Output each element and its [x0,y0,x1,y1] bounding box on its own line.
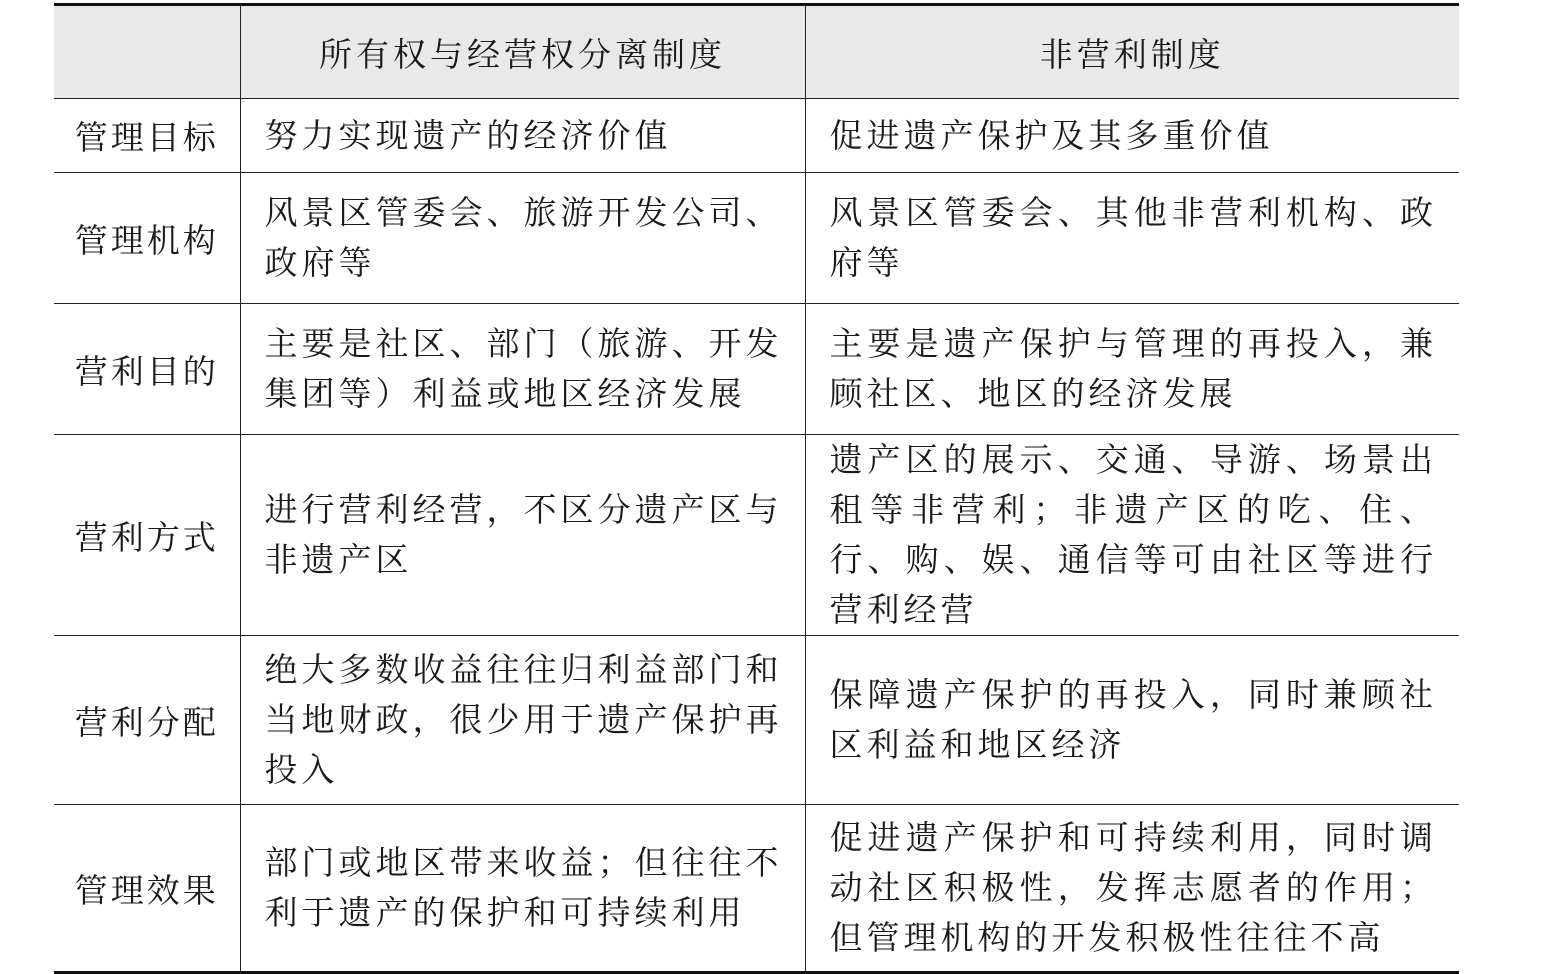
row-label: 营利目的 [54,304,240,435]
table-row [54,304,1459,435]
separation-cell: 努力实现遗产的经济价值 [240,99,805,173]
nonprofit-cell: 风景区管委会、其他非营利机构、政府等 [805,173,1459,304]
row-label: 营利方式 [54,435,240,636]
header-separation-system: 所有权与经营权分离制度 [240,5,805,99]
row-label: 管理机构 [54,173,240,304]
separation-cell: 主要是社区、部门（旅游、开发集团等）利益或地区经济发展 [240,304,805,435]
separation-cell: 风景区管委会、旅游开发公司、政府等 [240,173,805,304]
header-nonprofit-system: 非营利制度 [805,5,1459,99]
nonprofit-cell: 遗产区的展示、交通、导游、场景出租等非营利；非遗产区的吃、住、行、购、娱、通信等可由社区等进行营利经营 [805,435,1459,636]
table-row [54,636,1459,805]
row-label: 营利分配 [54,636,240,805]
nonprofit-cell: 保障遗产保护的再投入，同时兼顾社区利益和地区经济 [805,636,1459,805]
nonprofit-cell: 主要是遗产保护与管理的再投入，兼顾社区、地区的经济发展 [805,304,1459,435]
header-row [54,5,1459,99]
nonprofit-cell: 促进遗产保护和可持续利用，同时调动社区积极性，发挥志愿者的作用；但管理机构的开发积极性往往不高 [805,805,1459,973]
nonprofit-cell: 促进遗产保护及其多重价值 [805,99,1459,173]
table-row [54,173,1459,304]
table-body [54,99,1459,973]
table-row [54,99,1459,173]
table-row [54,805,1459,973]
row-label: 管理目标 [54,99,240,173]
separation-cell: 进行营利经营，不区分遗产区与非遗产区 [240,435,805,636]
separation-cell: 部门或地区带来收益；但往往不利于遗产的保护和可持续利用 [240,805,805,973]
table-row [54,435,1459,636]
row-label: 管理效果 [54,805,240,973]
comparison-table [54,3,1459,974]
separation-cell: 绝大多数收益往往归利益部门和当地财政，很少用于遗产保护再投入 [240,636,805,805]
header-corner-cell [54,5,240,99]
table-header [54,5,1459,99]
